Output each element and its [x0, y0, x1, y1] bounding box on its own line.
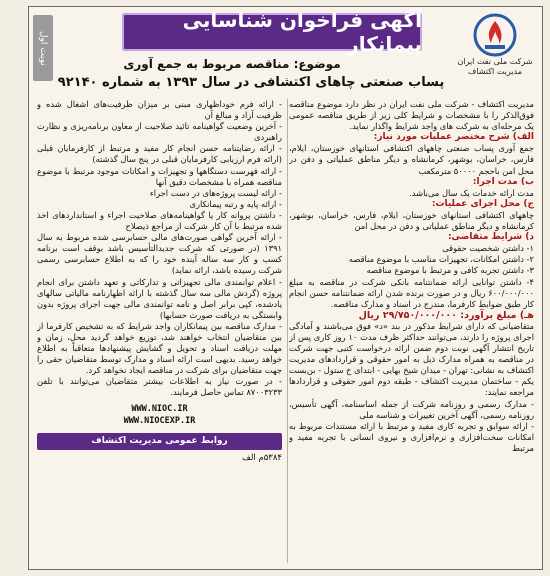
required-document: - ارائه رضایتنامه حسن انجام کار مفید و مرتبط از کارفرمایان قبلی (ارائه فرم ارزیابی کارفرمایان قبلی در پنج سال گذشته)	[37, 143, 282, 165]
tender-notice	[28, 6, 543, 570]
nioc-flame-logo-icon	[473, 13, 517, 57]
logo-company-name: شرکت ملی نفت ایران	[457, 57, 533, 66]
condition-item: ۲- داشتن امکانات، تجهیزات مناسب با موضوع مناقصه	[348, 254, 534, 265]
section-b-body: مدت ارائه خدمات یک سال می‌باشد.	[409, 187, 534, 198]
notice-code: ۵۳۸۴م الف	[242, 452, 282, 463]
notice-title: آگهی فراخوان شناسایی پیمانکار	[182, 8, 422, 56]
condition-item: ۳- داشتن تجربه کافی و مرتبط با موضوع مناقصه	[366, 265, 534, 276]
website-link-niocexp[interactable]: WWW.NIOCEXP.IR	[123, 415, 196, 426]
column-divider	[287, 99, 288, 563]
section-c-title: ج) محل اجرای عملیات:	[431, 198, 534, 209]
intro-paragraph: مدیریت اکتشاف - شرکت ملی نفت ایران در نظر دارد موضوع مناقصه فوق‌الذکر را با مشخصات و شرایط کلی زیر از طریق مناقصه عمومی یک مرحله‌ای به شرکت های واجد شرایط واگذار نماید.	[289, 99, 534, 132]
section-c-body: چاههای اکتشافی استانهای خوزستان، ایلام، فارس، خراسان، بوشهر، کرمانشاه و دیگر مناطق عملیاتی و دفن در محل امن	[289, 209, 534, 232]
company-logo	[452, 13, 538, 85]
required-document: - مدارک رسمی و روزنامه شرکت از جمله اساسنامه، آگهی تأسیس، روزنامه رسمی، آگهی آخرین تغییرات و شناسه ملی	[289, 398, 534, 420]
application-instructions: متقاضیانی که دارای شرایط مذکور در بند «د» فوق می‌باشند و آمادگی اجرای پروژه را دارند، می‌توانند حداکثر ظرف مدت ۱۰ روز کاری پس از تاریخ انتشار آگهی نوبت دوم ضمن ارائه درخواست کتبی جهت شرکت در مناقصه به همراه مدارک ذیل به امور حقوقی و قراردادهای مدیریت اکتشاف به نشانی: تهران - میدان شیخ بهایی - ابتدای خ ستول - بن‌بست یکم - ساختمان مدیریت اکتشاف - طبقه دوم امور حقوقی و قراردادها مراجعه نمایند:	[289, 320, 534, 398]
condition-item: ۱- داشتن شخصیت حقوقی	[442, 243, 534, 254]
required-document: - ارائه سوابق و تجربه کاری مفید و مرتبط با ارائه مستندات مربوط به امکانات سخت‌افزاری و نرم‌افزاری و نیروی انسانی با تجربه مفید و مرتبط	[289, 420, 534, 453]
notice-title-banner	[122, 8, 422, 56]
public-relations-signature: روابط عمومی مدیریت اکتشاف	[37, 433, 282, 450]
required-document: - اعلام توانمندی مالی تجهیزاتی و تدارکاتی و تعهد داشتن برای انجام پروژه (گردش مالی سه سال گذشته با ارائه اظهارنامه مالیاتی سالهای یادشده، کپی برابر اصل و نامه توانمندی مالی جهت اجرای پروژه بدون وابستگی به دریافت صورت حسابها)	[37, 276, 282, 320]
tender-procedure-note: - مدارک مناقصه بین پیمانکاران واجد شرایط که به تشخیص کارفرما از بین متقاضیان انتخاب خواهند شد، توزیع خواهد گردید محل، زمان و مهلت دریافت اسناد و تحویل و گشایش پیشنهادها متعاقباً به اطلاع خواهد رسید. بدیهی است ارائه اسناد و مدارک توسط متقاضیان حقی را جهت متقاضیان برای شرکت در مناقصه ایجاد نخواهد کرد.	[37, 320, 282, 376]
section-b-title: ب) مدت اجرا:	[472, 176, 534, 187]
required-document: - ارائه لیست پروژه‌های در دست اجراء	[149, 187, 282, 198]
section-a-body: جمع آوری پساب صنعتی چاههای اکتشافی استانهای خوزستان، ایلام، فارس، خراسان، بوشهر، کرمانشاه و دیگر مناطق عملیاتی و دفن در محل امن باحجم ۵۰۰۰۰ مترمکعب	[289, 143, 534, 176]
publication-tag: نوبت اول	[33, 15, 53, 81]
contact-phone-note: - در صورت نیاز به اطلاعات بیشتر متقاضیان می‌توانند با تلفن ۸۷۰۰۳۲۳۳ تماس حاصل فرمایند.	[37, 376, 282, 398]
logo-department: مدیریت اکتشاف	[467, 67, 523, 76]
notice-subject-detail: پساب صنعتی چاهای اکتشافی در سال ۱۳۹۳ به شماره ۹۲۱۴۰	[57, 75, 445, 90]
right-column	[289, 99, 534, 565]
section-d-title: د) شرایط متقاضی:	[447, 232, 534, 243]
required-document: - آخرین وضعیت گواهینامه تائید صلاحیت از معاون برنامه‌ریزی و نظارت راهبردی	[37, 121, 282, 143]
estimated-amount-title: هـ) مبلغ برآورد: ۲۹/۷۵۰/۰۰۰/۰۰۰ ریال	[358, 309, 534, 321]
section-a-title: الف) شرح مختصر عملیات مورد نیاز:	[373, 132, 534, 143]
left-column	[37, 99, 282, 565]
required-document: - ارائه فهرست دستگاهها و تجهیزات و امکانات موجود مرتبط با موضوع مناقصه همراه با مشخصات دقیق آنها	[37, 165, 282, 187]
notice-subject: موضوع: مناقصه مربوط به جمع آوری	[123, 57, 341, 71]
website-links	[37, 403, 282, 427]
condition-item: ۴- داشتن توانایی ارائه ضمانتنامه بانکی شرکت در مناقصه به مبلغ ۶۰۰/۰۰۰/۰۰۰ ریال و در صورت برنده شدن ارائه ضمانتنامه حسن انجام کار طبق ضوابط کارفرما، مندرج در اسناد و مدارک مناقصه.	[289, 276, 534, 309]
required-document: - داشتن پروانه کار یا گواهینامه‌های صلاحیت اجراء و استانداردهای اخذ شده مرتبط با آن کار شرکت از مراجع ذیصلاح	[37, 209, 282, 232]
required-document: - ارائه پایه و رتبه پیمانکاری	[189, 198, 282, 209]
required-document: - ارائه فرم خوداظهاری مبنی بر میزان ظرفیت‌های اشغال شده و ظرفیت آزاد و مبالغ آن	[37, 99, 282, 121]
required-document: - ارائه آخرین گواهی صورت‌های مالی حسابرسی شده مربوط به سال ۱۳۹۱ (در صورتی که شرکت جدیدالتأسیس باشد بوقف است برنامه کسب و کار سه ساله آینده خود را که به اطلاع حسابرسی رسمی شرکت رسیده باشد، ارائه نماید)	[37, 232, 282, 276]
website-link-nioc[interactable]: WWW.NIOC.IR	[131, 403, 188, 414]
